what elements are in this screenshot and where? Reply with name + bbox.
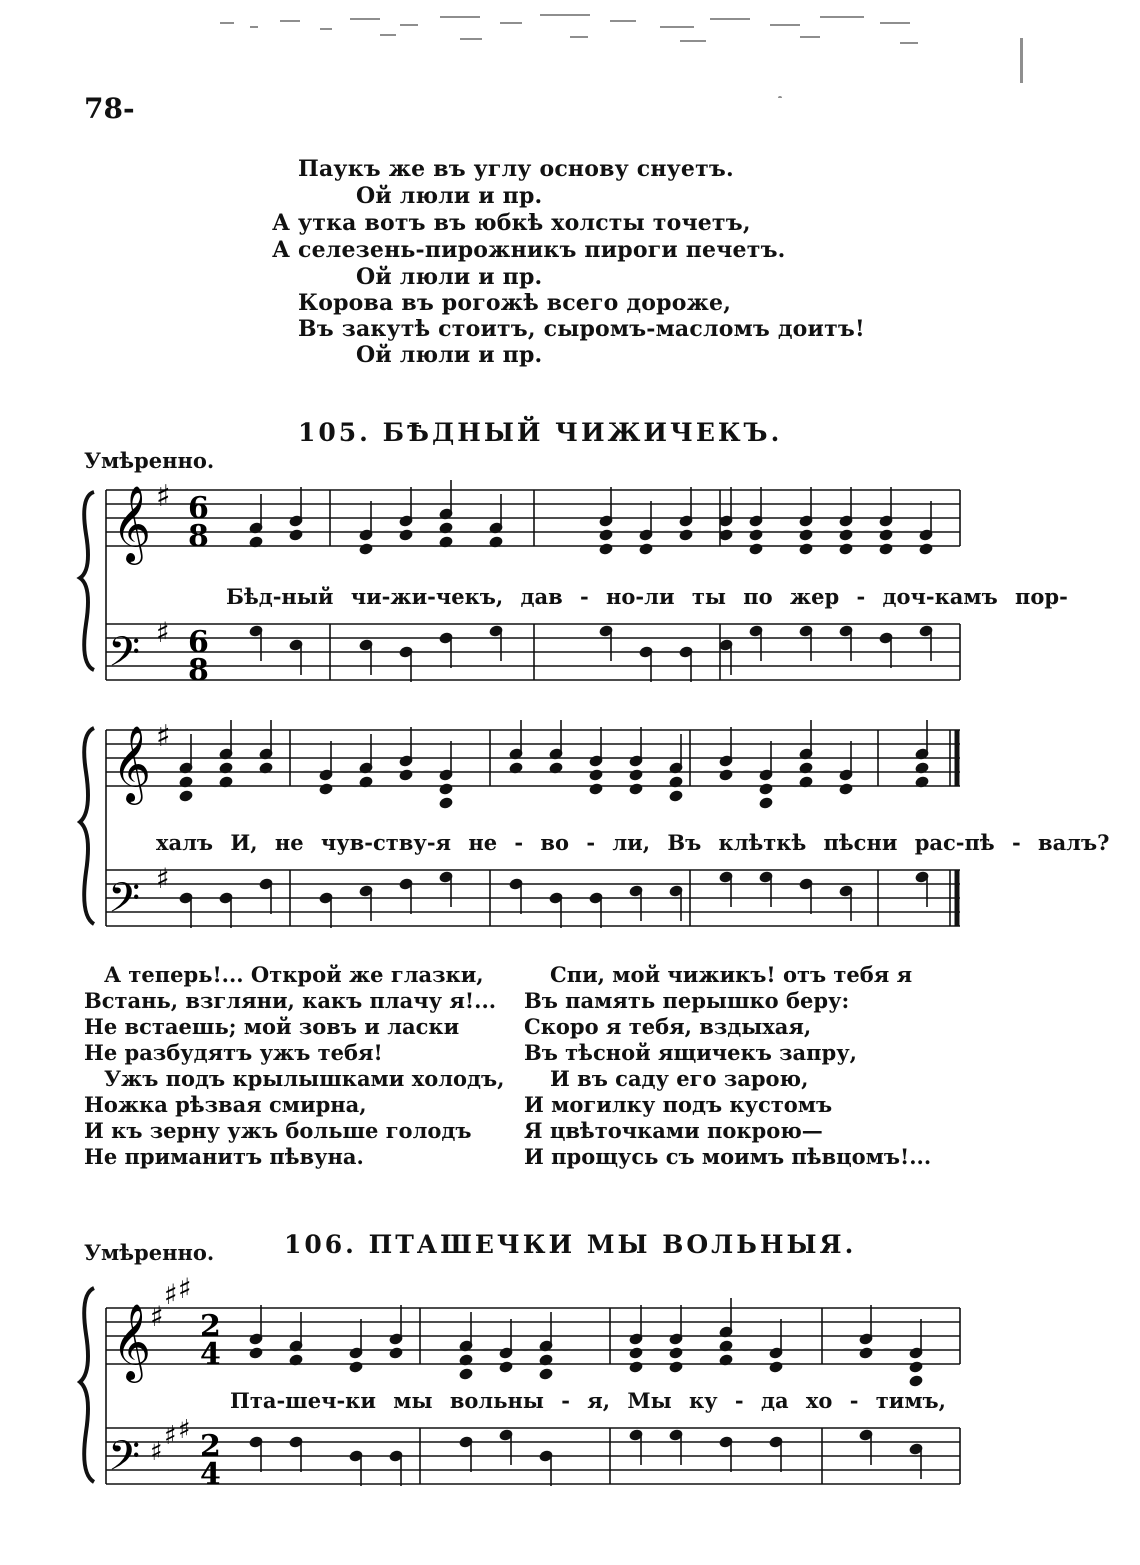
song-106-tempo: Умѣренно. bbox=[84, 1240, 215, 1265]
note-head bbox=[359, 543, 373, 556]
note-head bbox=[319, 783, 333, 796]
note-head bbox=[439, 783, 453, 796]
song-105-stanza-left bbox=[84, 962, 504, 1170]
sharp-icon: ♯ bbox=[164, 1278, 178, 1311]
verse-line: Ой люли и пр. bbox=[356, 264, 543, 290]
note-head bbox=[179, 790, 193, 803]
stanza-line: И прощусь съ моимъ пѣвцомъ!... bbox=[524, 1144, 932, 1169]
bass-clef-icon: 𝄢 bbox=[108, 1432, 141, 1490]
time-signature-top: 6 bbox=[188, 625, 209, 660]
note-head bbox=[919, 543, 933, 556]
page-number: 78- bbox=[84, 92, 135, 125]
note-head bbox=[629, 1361, 643, 1374]
time-signature-bottom: 8 bbox=[188, 519, 209, 554]
song-105-stanza-right bbox=[524, 962, 931, 1170]
stanza-line: Я цвѣточками покрою— bbox=[524, 1118, 823, 1143]
note-head bbox=[769, 1361, 783, 1374]
stanza-line: Скоро я тебя, вздыхая, bbox=[524, 1014, 812, 1039]
sharp-icon: ♯ bbox=[156, 479, 171, 514]
sharp-icon: ♯ bbox=[178, 1415, 191, 1445]
note-head bbox=[399, 769, 413, 782]
stanza-line: Спи, мой чижикъ! отъ тебя я bbox=[550, 962, 913, 987]
verse-line: Ой люли и пр. bbox=[356, 183, 543, 209]
song-106-system-1 bbox=[76, 1268, 968, 1496]
note-head bbox=[839, 783, 853, 796]
note-head bbox=[499, 1361, 513, 1374]
time-signature-bottom: 4 bbox=[200, 1457, 221, 1492]
stanza-line: Не разбудятъ ужъ тебя! bbox=[84, 1040, 383, 1065]
note-head bbox=[909, 1375, 923, 1388]
note-head bbox=[799, 543, 813, 556]
sharp-icon: ♯ bbox=[156, 616, 170, 649]
note-head bbox=[749, 543, 763, 556]
note-head bbox=[629, 783, 643, 796]
note-head bbox=[289, 529, 303, 542]
stanza-line: А теперь!... Открой же глазки, bbox=[104, 962, 484, 987]
note-head bbox=[669, 790, 683, 803]
stanza-line: Въ тѣсной ящичекъ запру, bbox=[524, 1040, 857, 1065]
verse-line: Корова въ рогожѣ всего дороже, bbox=[298, 290, 732, 316]
sharp-icon: ♯ bbox=[178, 1272, 192, 1305]
time-signature-top: 2 bbox=[200, 1429, 221, 1464]
stanza-line: Ужъ подъ крылышками холодъ, bbox=[104, 1066, 505, 1091]
note-head bbox=[879, 529, 893, 542]
sharp-icon: ♯ bbox=[164, 1421, 177, 1451]
note-head bbox=[389, 1347, 403, 1360]
time-signature-top: 6 bbox=[188, 491, 209, 526]
note-head bbox=[879, 543, 893, 556]
song-105-lyrics-line-1: Бѣд-ный чи-жи-чекъ, дав - но-ли ты по жер - доч-камъ пор- bbox=[226, 584, 1068, 609]
note-head bbox=[629, 769, 643, 782]
note-head bbox=[839, 543, 853, 556]
note-head bbox=[839, 529, 853, 542]
stanza-line: Встань, взгляни, какъ плачу я!... bbox=[84, 988, 497, 1013]
verse-line: А утка вотъ въ юбкѣ холсты точетъ, bbox=[272, 210, 751, 236]
treble-clef-icon: 𝄞 bbox=[112, 725, 152, 802]
song-105-system-2 bbox=[76, 712, 968, 938]
note-head bbox=[799, 529, 813, 542]
treble-clef-icon: 𝄞 bbox=[112, 485, 152, 562]
stanza-line: Не встаешь; мой зовъ и ласки bbox=[84, 1014, 460, 1039]
note-head bbox=[349, 1361, 363, 1374]
note-head bbox=[669, 1361, 683, 1374]
note-head bbox=[249, 1347, 263, 1360]
stanza-line: И могилку подъ кустомъ bbox=[524, 1092, 833, 1117]
scan-noise bbox=[120, 8, 1040, 98]
sharp-icon: ♯ bbox=[150, 1300, 164, 1333]
stanza-line: Въ память перышко беру: bbox=[524, 988, 850, 1013]
sharp-icon: ♯ bbox=[156, 719, 171, 754]
song-106-lyrics-line-1: Пта-шеч-ки мы вольны - я, Мы ку - да хо - тимъ, bbox=[230, 1388, 946, 1413]
bass-clef-icon: 𝄢 bbox=[108, 874, 141, 932]
note-head bbox=[909, 1361, 923, 1374]
note-head bbox=[679, 529, 693, 542]
note-head bbox=[539, 1368, 553, 1381]
note-head bbox=[439, 797, 453, 810]
stanza-line: И къ зерну ужъ больше голодъ bbox=[84, 1118, 472, 1143]
time-signature-bottom: 4 bbox=[200, 1337, 221, 1372]
verse-line: Ой люли и пр. bbox=[356, 342, 543, 368]
time-signature-bottom: 8 bbox=[188, 653, 209, 688]
note-head bbox=[759, 783, 773, 796]
treble-clef-icon: 𝄞 bbox=[112, 1303, 152, 1380]
note-head bbox=[749, 529, 763, 542]
stanza-line: И въ саду его зарою, bbox=[550, 1066, 809, 1091]
song-105-system-1 bbox=[76, 474, 968, 686]
note-head bbox=[589, 783, 603, 796]
note-head bbox=[459, 1368, 473, 1381]
song-105-title: 105. БѢДНЫЙ ЧИЖИЧЕКЪ. bbox=[298, 418, 783, 447]
song-105-lyrics-line-2: халъ И, не чув-ству-я не - во - ли, Въ клѣткѣ пѣсни рас-пѣ - валъ? bbox=[156, 830, 1110, 855]
song-106-title: 106. ПТАШЕЧКИ МЫ ВОЛЬНЫЯ. bbox=[284, 1230, 857, 1259]
song-105-tempo: Умѣренно. bbox=[84, 448, 215, 473]
sharp-icon: ♯ bbox=[156, 862, 170, 895]
note-head bbox=[599, 543, 613, 556]
sharp-icon: ♯ bbox=[150, 1437, 163, 1467]
note-head bbox=[399, 529, 413, 542]
time-signature-top: 2 bbox=[200, 1309, 221, 1344]
stanza-line: Не приманитъ пѣвуна. bbox=[84, 1144, 364, 1169]
note-head bbox=[719, 769, 733, 782]
bass-clef-icon: 𝄢 bbox=[108, 628, 141, 686]
stanza-line: Ножка рѣзвая смирна, bbox=[84, 1092, 367, 1117]
note-head bbox=[599, 529, 613, 542]
note-head bbox=[719, 529, 733, 542]
note-head bbox=[639, 543, 653, 556]
verse-line: А селезень-пирожникъ пироги печетъ. bbox=[272, 237, 786, 263]
note-head bbox=[859, 1347, 873, 1360]
note-head bbox=[669, 1347, 683, 1360]
note-head bbox=[589, 769, 603, 782]
note-head bbox=[759, 797, 773, 810]
verse-line: Въ закутѣ стоитъ, сыромъ-масломъ доитъ! bbox=[298, 316, 865, 342]
note-head bbox=[629, 1347, 643, 1360]
notes bbox=[179, 720, 929, 928]
verse-line: Паукъ же въ углу основу снуетъ. bbox=[298, 156, 734, 182]
